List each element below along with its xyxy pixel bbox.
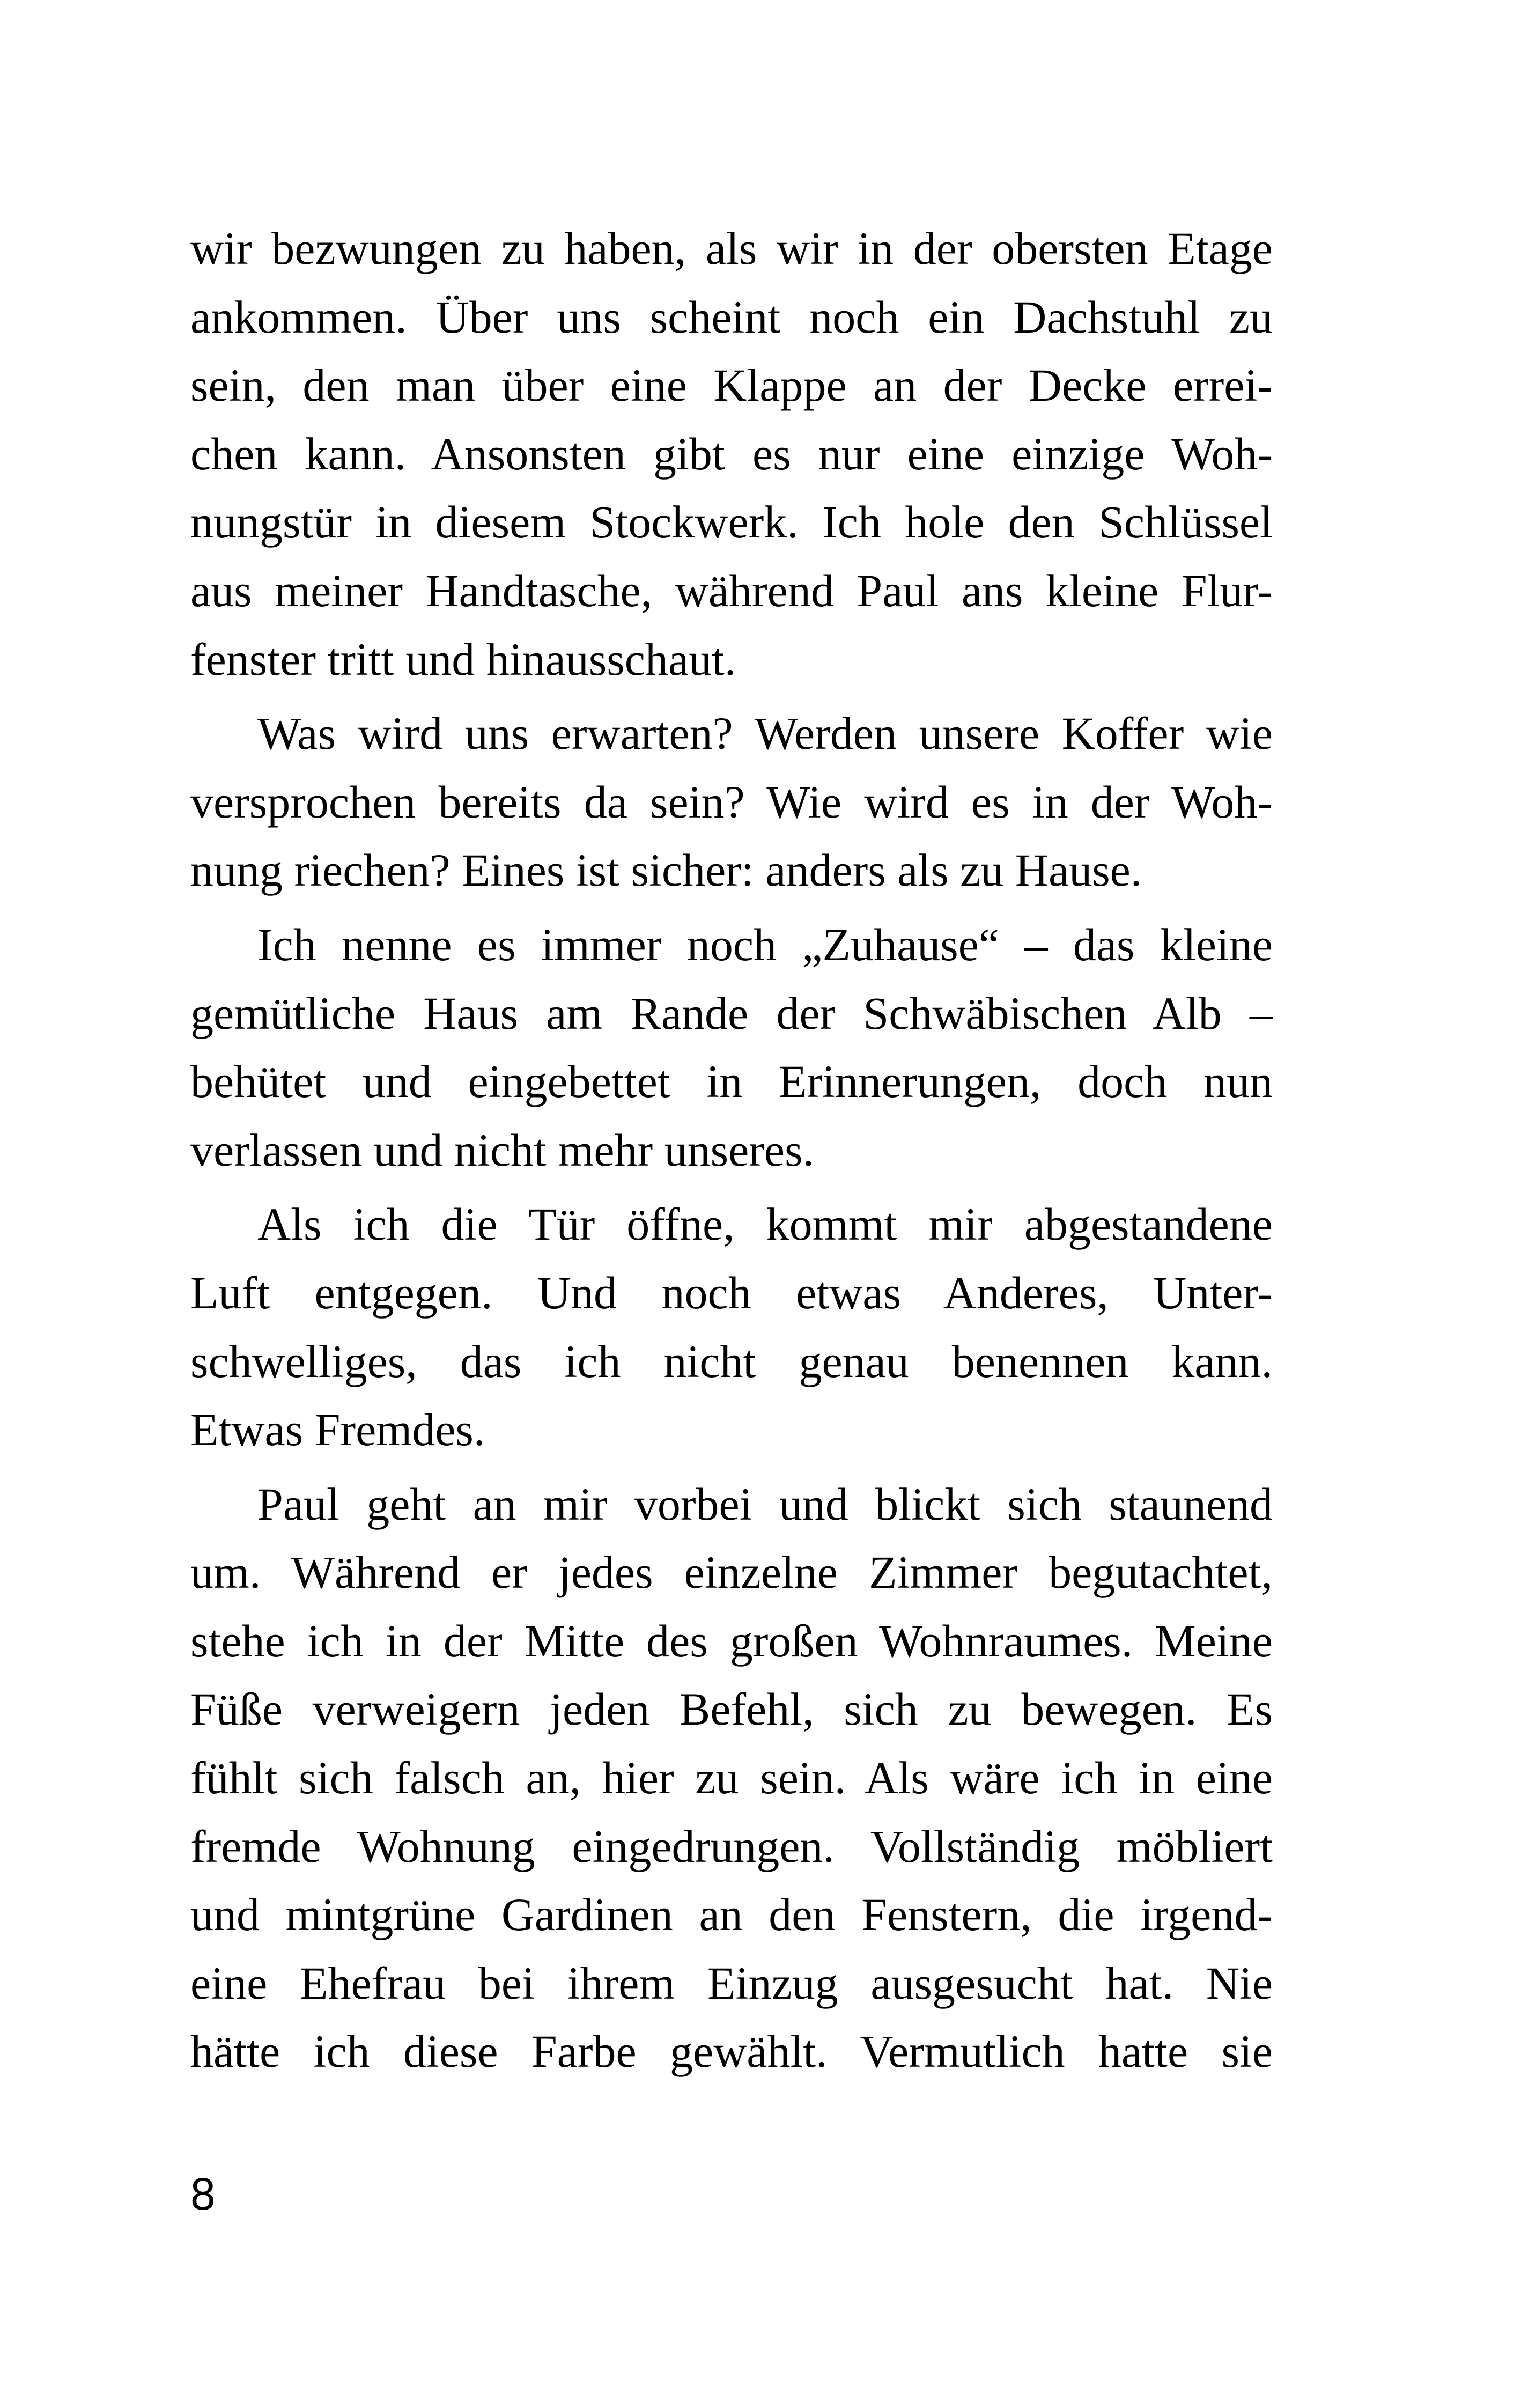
text-line: stehe ich in der Mitte des großen Wohnraumes. Meine (190, 1615, 1273, 1667)
paragraph-2 (190, 699, 1273, 905)
text-line: und mintgrüne Gardinen an den Fenstern, die irgend- (190, 1889, 1273, 1941)
text-line: Füße verweigern jeden Befehl, sich zu bewegen. Es (190, 1683, 1273, 1735)
text-line: Luft entgegen. Und noch etwas Anderes, Unter- (190, 1266, 1273, 1319)
text-line: gemütliche Haus am Rande der Schwäbischen Alb – (190, 987, 1273, 1039)
text-line: nung riechen? Eines ist sicher: anders als zu Hause. (190, 844, 1142, 896)
text-line: nungstür in diesem Stockwerk. Ich hole den Schlüssel (190, 496, 1273, 548)
page-number: 8 (190, 2169, 216, 2219)
paragraph-1 (190, 215, 1273, 694)
text-line: versprochen bereits da sein? Wie wird es in der Woh- (190, 776, 1273, 828)
text-line: Etwas Fremdes. (190, 1404, 485, 1456)
text-line: hätte ich diese Farbe gewählt. Vermutlich hatte sie (190, 2026, 1273, 2078)
text-line: Paul geht an mir vorbei und blickt sich staunend (257, 1478, 1273, 1530)
text-line: behütet und eingebettet in Erinnerungen, doch nun (190, 1056, 1273, 1108)
text-line: aus meiner Handtasche, während Paul ans kleine Flur- (190, 564, 1273, 616)
text-line: eine Ehefrau bei ihrem Einzug ausgesucht hat. Nie (190, 1957, 1273, 2009)
text-line: Als ich die Tür öffne, kommt mir abgestandene (257, 1198, 1273, 1250)
text-line: ankommen. Über uns scheint noch ein Dachstuhl zu (190, 291, 1273, 343)
text-line: fenster tritt und hinausschaut. (190, 633, 736, 685)
paragraph-5 (190, 1470, 1273, 2086)
text-line: wir bezwungen zu haben, als wir in der obersten Etage (190, 223, 1273, 274)
text-line: chen kann. Ansonsten gibt es nur eine einzige Woh- (190, 428, 1273, 480)
text-line: schwelliges, das ich nicht genau benennen kann. (190, 1335, 1273, 1387)
text-line: Ich nenne es immer noch „Zuhause“ – das kleine (257, 918, 1273, 970)
text-line: sein, den man über eine Klappe an der Decke errei- (190, 359, 1273, 411)
paragraph-3 (190, 911, 1273, 1184)
text-line: verlassen und nicht mehr unseres. (190, 1124, 815, 1176)
text-line: Was wird uns erwarten? Werden unsere Koffer wie (257, 708, 1273, 760)
text-line: um. Während er jedes einzelne Zimmer begutachtet, (190, 1547, 1273, 1599)
text-line: fühlt sich falsch an, hier zu sein. Als wäre ich in eine (190, 1752, 1273, 1804)
text-line: fremde Wohnung eingedrungen. Vollständig möbliert (190, 1820, 1273, 1872)
paragraph-4 (190, 1190, 1273, 1464)
body-text (190, 215, 1273, 2086)
